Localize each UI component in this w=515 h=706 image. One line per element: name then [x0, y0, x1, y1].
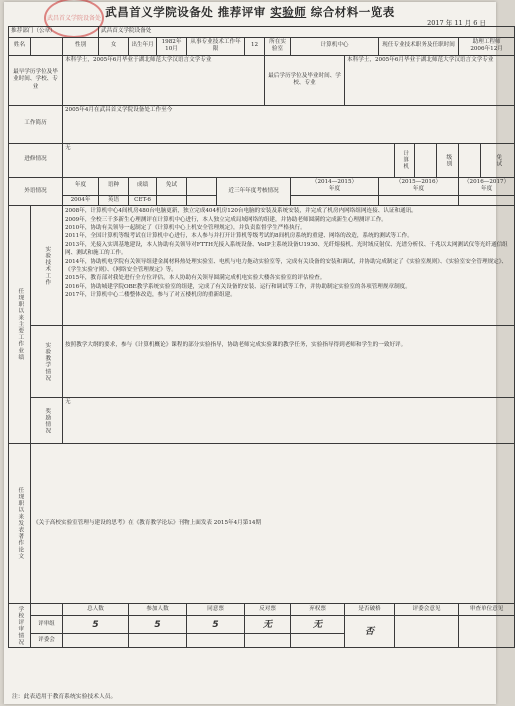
col-abstain: 弃权票: [291, 604, 345, 616]
assess-label: 近三年年度考核情况: [217, 177, 291, 206]
review-opinion: [459, 616, 515, 648]
col-committee: 评委会意见: [395, 604, 459, 616]
col-exempt: 免试: [157, 177, 187, 195]
page-title: [4, 4, 496, 20]
position-label: 现任专业技术职务及任职时间: [379, 37, 459, 55]
lang-name: 英语: [99, 195, 129, 206]
last-edu-label: 最后学历学位及毕业时间、学校、专业: [265, 55, 345, 105]
official-seal: 武昌首义学院设备处: [44, 0, 104, 38]
education-row: [9, 55, 515, 105]
teaching-text: 按照教学大纲的要求，参与《计算机概论》课程的部分实验指导，协助老师完成实验课的教学任务，实验指导得到老师和学生的一致好评。: [63, 326, 515, 398]
awards-label: 奖励情况: [31, 398, 63, 444]
vote-row-panel: [9, 616, 515, 634]
level-value: [459, 143, 481, 177]
birth-label: 出生年月: [129, 37, 157, 55]
teaching-label: 实验教学情况: [31, 326, 63, 398]
panel-total: 5: [63, 616, 129, 634]
computer-label: 计算机: [395, 143, 415, 177]
lab-label: 所在实验室: [265, 37, 291, 55]
panel-present: 5: [129, 616, 187, 634]
training-value: 无: [63, 143, 395, 177]
work-history-value: 2005年4月在武昌首义学院设备处工作至今: [63, 105, 515, 143]
achievements-label: 任现职以来主要工作业绩: [9, 206, 31, 444]
dept-row: [9, 27, 515, 38]
form-date: 2017 年 11 月 6 日: [427, 19, 486, 27]
col-present: 参加人数: [129, 604, 187, 616]
committee-label: 评委会: [31, 634, 63, 648]
publications-label: 任现职以来发表著作论文: [9, 444, 31, 604]
awards-text: 无: [63, 398, 515, 444]
col-exception: 是否破格: [345, 604, 395, 616]
years-label: 从事专业技术工作年限: [187, 37, 245, 55]
panel-abstain: 无: [291, 616, 345, 634]
vote-header-row: [9, 604, 515, 616]
col-score: 成绩: [129, 177, 157, 195]
committee-opinion: [395, 616, 459, 648]
panel-agree: 5: [187, 616, 245, 634]
years-value: 12: [245, 37, 265, 55]
assess-year-1: （2014—2015） 年度: [291, 177, 379, 195]
first-edu-label: 最早学历学位及毕业时间、学校、专业: [9, 55, 63, 105]
panel-oppose: 无: [245, 616, 291, 634]
form-sheet: [4, 2, 510, 704]
col-review: 审查单位意见: [459, 604, 515, 616]
assess-year-2: （2015—2016） 年度: [379, 177, 459, 195]
foreign-lang-header-row: [9, 177, 515, 195]
position-value: 助理工程师 2006年12月: [459, 37, 515, 55]
col-lang: 语种: [99, 177, 129, 195]
birth-value: 1982年10月: [157, 37, 187, 55]
materials-table: [8, 26, 515, 648]
name-value: [31, 37, 63, 55]
training-label: 进修情况: [9, 143, 63, 177]
gender-label: 性别: [63, 37, 99, 55]
dept-label: 推荐部门（公章）: [9, 27, 99, 38]
first-edu-value: 本科学士，2005年6月毕业于湖北师范大学汉语言文学专业: [63, 55, 265, 105]
work-history-row: [9, 105, 515, 143]
publications-text: 《关于高校实验室管理与建设的思考》在《教育教学论坛》刊物上面发表 2015年4月第14期: [31, 444, 515, 604]
title-prefix: 武昌首义学院设备处 推荐评审: [105, 5, 266, 19]
basic-info-row: [9, 37, 515, 55]
school-review-label: 学校评审情况: [9, 604, 31, 648]
last-edu-value: 本科学士，2005年6月毕业于湖北师范大学汉语言文学专业: [345, 55, 515, 105]
exempt-check: [187, 177, 217, 195]
awards-row: [9, 398, 515, 444]
col-year: 年度: [63, 177, 99, 195]
name-label: 姓名: [9, 37, 31, 55]
training-row: [9, 143, 515, 177]
dept-value: 武昌首义学院设备处: [99, 27, 515, 38]
lang-year: 2004年: [63, 195, 99, 206]
review-panel-label: 评审组: [31, 616, 63, 634]
title-suffix: 综合材料一览表: [310, 5, 395, 19]
publications-row: [9, 444, 515, 604]
tech-work-row: [9, 206, 515, 326]
exception-value: 否: [345, 616, 395, 648]
tech-work-label: 实验技术工作: [31, 206, 63, 326]
tech-work-text: 2008年，计算机中心4间机房480台电脑更新，独立完成404机房120台电脑的安装及系统安装，并完成了机房内网络组网连接、认证和通讯。 2009年，全校三千多新生心理测评在计算机中心进行，本人独立完成局域网络的组建，并协助老师圆满的完成新生心理测评工作。 2010年，协助有关领导一起制定了《计算机中心上机安全管理规定》，并负责监督学生严格执行。 2011年，全国计算机等级考试在计算机中心进行，本人参与并打开计算机等级考试的8间机房系统的重建、网络的改造，系统的测试等工作。 2013年，光接入实训基地建设，本人协助有关领导对FTTH光接入系统设备、VoIP主系统设备U1930、光纤熔接机、光时域反射仪、光谱分析仪、千兆以太网测试仪等光纤通信组网、测试和施工的工作。 2014年，协助机电学院有关领导组建金属材料热处理实验室、电机与电力拖动实验室等，完成有关设备的安装和调试，并协助完成制定了《实验室规则》、《实验室安全管理规定》、《学生实验守则》、《网络安全管理规定》等。 2015年，教育部对我处进行全方位评估，本人协助有关领导圆满完成机电实验大楼各实验室的评估检查。 2016年，协助城建学院OBE教学系统实验室的组建，完成了有关设备的安装、运行和调试等工作，并协助制定实验室的各项管理规章制度。 2017年，计算机中心二楼整体改造，参与了对五楼机房的重新组建。: [63, 206, 515, 326]
exam-label: 免试: [481, 143, 515, 177]
title-role: 实验师: [270, 5, 307, 19]
teaching-row: [9, 326, 515, 398]
footer-note: 注：此表适用于教育系统实验技术人员。: [12, 694, 117, 700]
computer-value: [415, 143, 437, 177]
lang-exempt: [157, 195, 187, 206]
level-label: 级别: [437, 143, 459, 177]
col-total: 总人数: [63, 604, 129, 616]
lang-score: CET-6: [129, 195, 157, 206]
foreign-lang-label: 外语情况: [9, 177, 63, 206]
assess-year-3: （2016—2017） 年度: [459, 177, 515, 195]
lab-value: 计算机中心: [291, 37, 379, 55]
col-agree: 同意票: [187, 604, 245, 616]
col-oppose: 反对票: [245, 604, 291, 616]
gender-value: 女: [99, 37, 129, 55]
work-history-label: 工作简历: [9, 105, 63, 143]
